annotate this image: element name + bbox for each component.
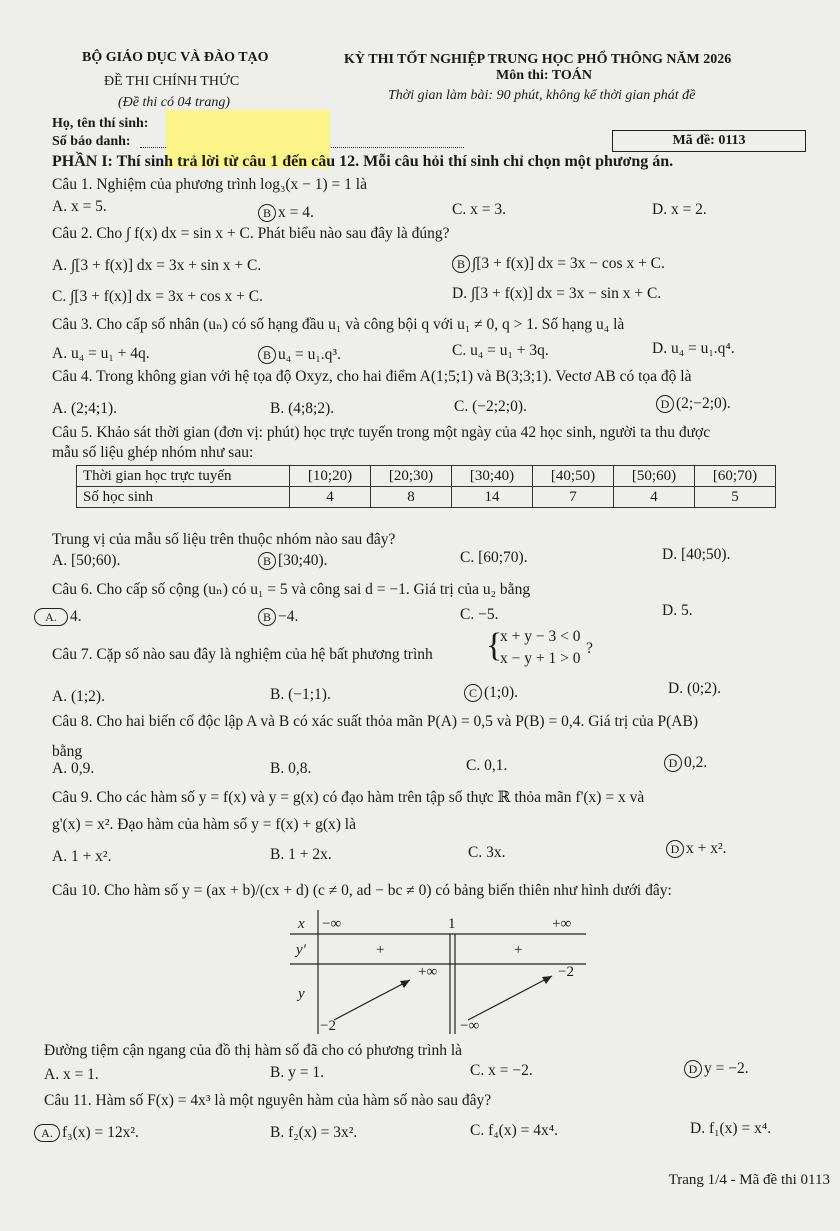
circled-d-mark: D	[664, 754, 682, 772]
q9-option-c: C. 3x.	[468, 844, 506, 861]
q4-option-b: B. (4;8;2).	[270, 400, 335, 417]
q10-option-d: D y = −2.	[684, 1060, 749, 1078]
q4-option-a: A. (2;4;1).	[52, 400, 118, 417]
q3-option-b: B u₄ = u₁.q³.	[258, 346, 341, 364]
tbl-minus-two-value: −2	[320, 1018, 336, 1034]
circled-a-mark: A.	[34, 1124, 60, 1142]
q10-option-a: A. x = 1.	[44, 1066, 99, 1083]
q5-option-b: B [30;40).	[258, 552, 328, 570]
official-label: ĐỀ THI CHÍNH THỨC	[104, 74, 240, 89]
table-cell: 7	[533, 487, 614, 508]
q10-stem: Câu 10. Cho hàm số y = (ax + b)/(cx + d) (c ≠ 0, ad − bc ≠ 0) có bảng biến thiên như hình dưới đây:	[52, 882, 672, 899]
q9-stem: Câu 9. Cho các hàm số y = f(x) và y = g(x) có đạo hàm trên tập số thực ℝ thỏa mãn f'(x) = x và	[52, 789, 645, 806]
time-label: Thời gian làm bài: 90 phút, không kể thời gian phát đề	[388, 88, 696, 103]
q8-option-b: B. 0,8.	[270, 760, 312, 777]
table-cell: [30;40)	[452, 466, 533, 487]
q6-option-d: D. 5.	[662, 602, 693, 619]
q6-option-c: C. −5.	[460, 606, 499, 623]
q11-option-d: D. f₁(x) = x⁴.	[690, 1120, 772, 1137]
system-brace: {	[486, 627, 503, 664]
q1-stem: Câu 1. Nghiệm của phương trình log₃(x − 1) = 1 là	[52, 176, 367, 193]
table-cell: [10;20)	[290, 466, 371, 487]
q9-option-d: D x + x².	[666, 840, 727, 858]
page-footer: Trang 1/4 - Mã đề thi 0113	[668, 1172, 830, 1188]
tbl-plus-inf-value: +∞	[418, 964, 438, 980]
q2-option-d: D. ∫[3 + f(x)] dx = 3x − sin x + C.	[452, 285, 662, 302]
q2-option-c: C. ∫[3 + f(x)] dx = 3x + cos x + C.	[52, 288, 263, 305]
q10-option-c: C. x = −2.	[470, 1062, 533, 1079]
q1-option-c: C. x = 3.	[452, 201, 506, 218]
tbl-plus-sign: +	[376, 942, 385, 958]
q5-option-a: A. [50;60).	[52, 552, 121, 569]
q10-option-b: B. y = 1.	[270, 1064, 324, 1081]
table-row	[77, 487, 776, 508]
tbl-minus-inf-value: −∞	[460, 1018, 480, 1034]
circled-c-mark: C	[464, 684, 482, 702]
q8-stem-line2: bằng	[52, 743, 83, 760]
q2-stem: Câu 2. Cho ∫ f(x) dx = sin x + C. Phát biểu nào sau đây là đúng?	[52, 225, 450, 242]
name-label: Họ, tên thí sinh:	[52, 116, 149, 131]
q2-option-b: B ∫[3 + f(x)] dx = 3x − cos x + C.	[452, 255, 665, 273]
q1-option-a: A. x = 5.	[52, 198, 107, 215]
q3-stem: Câu 3. Cho cấp số nhân (uₙ) có số hạng đầu u₁ và công bội q với u₁ ≠ 0, q > 1. Số hạng u₄ là	[52, 316, 625, 333]
table-row	[77, 466, 776, 487]
table-cell: 14	[452, 487, 533, 508]
table-cell: 8	[371, 487, 452, 508]
q7-option-d: D. (0;2).	[668, 680, 721, 697]
q11-option-c: C. f₄(x) = 4x⁴.	[470, 1122, 558, 1139]
q5-option-d: D. [40;50).	[662, 546, 731, 563]
q10-question: Đường tiệm cận ngang của đồ thị hàm số đã cho có phương trình là	[44, 1042, 463, 1059]
q1-option-b: B x = 4.	[258, 204, 314, 222]
q11-option-a: A. f₃(x) = 12x².	[34, 1124, 139, 1142]
q7-option-c: C (1;0).	[464, 684, 518, 702]
table-cell: 4	[614, 487, 695, 508]
q8-option-a: A. 0,9.	[52, 760, 95, 777]
q5-stem-line2: mẫu số liệu ghép nhóm như sau:	[52, 444, 254, 461]
tbl-minus-inf: −∞	[322, 916, 342, 932]
q5-question: Trung vị của mẫu số liệu trên thuộc nhóm nào sau đây?	[52, 531, 396, 548]
q3-option-a: A. u₄ = u₁ + 4q.	[52, 345, 150, 362]
table-cell: [40;50)	[533, 466, 614, 487]
table-cell: 4	[290, 487, 371, 508]
tbl-x-label: x	[298, 916, 305, 932]
tbl-plus-inf: +∞	[552, 916, 572, 932]
q1-option-d: D. x = 2.	[652, 201, 707, 218]
tbl-minus-two-value: −2	[558, 964, 574, 980]
exam-title: KỲ THI TỐT NGHIỆP TRUNG HỌC PHỔ THÔNG NĂM 2026	[344, 52, 732, 67]
tbl-yprime-label: y'	[296, 942, 306, 958]
table-header-cell: Số học sinh	[77, 487, 290, 508]
q8-option-d: D 0,2.	[664, 754, 707, 772]
q5-option-c: C. [60;70).	[460, 549, 528, 566]
q4-option-c: C. (−2;2;0).	[454, 398, 527, 415]
circled-b-mark: B	[258, 346, 276, 364]
q8-option-c: C. 0,1.	[466, 757, 508, 774]
table-header-cell: Thời gian học trực tuyến	[77, 466, 290, 487]
ministry-title: BỘ GIÁO DỤC VÀ ĐÀO TẠO	[82, 50, 269, 65]
circled-b-mark: B	[258, 608, 276, 626]
q2-option-a: A. ∫[3 + f(x)] dx = 3x + sin x + C.	[52, 257, 262, 274]
q5-stem-line1: Câu 5. Khảo sát thời gian (đơn vị: phút) học trực tuyến trong một ngày của 42 học sinh, người ta thu được	[52, 424, 711, 441]
circled-d-mark: D	[666, 840, 684, 858]
q6-option-a: A. 4.	[34, 608, 82, 626]
q6-stem: Câu 6. Cho cấp số cộng (uₙ) có u₁ = 5 và công sai d = −1. Giá trị của u₂ bằng	[52, 581, 531, 598]
q6-option-b: B −4.	[258, 608, 298, 626]
table-cell: [60;70)	[695, 466, 776, 487]
exam-code-box: Mã đề: 0113	[612, 130, 806, 152]
circled-d-mark: D	[684, 1060, 702, 1078]
q7-stem: Câu 7. Cặp số nào sau đây là nghiệm của hệ bất phương trình	[52, 646, 433, 663]
table-cell: [50;60)	[614, 466, 695, 487]
circled-d-mark: D	[656, 395, 674, 413]
circled-b-mark: B	[258, 204, 276, 222]
table-cell: [20;30)	[371, 466, 452, 487]
increasing-arrow	[468, 976, 552, 1020]
subject-label: Môn thi: TOÁN	[496, 68, 592, 83]
q7-inequality-1: x + y − 3 < 0	[500, 628, 581, 645]
variation-table	[290, 910, 586, 1036]
tbl-plus-sign: +	[514, 942, 523, 958]
q9-stem-line2: g'(x) = x². Đạo hàm của hàm số y = f(x) + g(x) là	[52, 816, 356, 833]
table-cell: 5	[695, 487, 776, 508]
circled-b-mark: B	[452, 255, 470, 273]
q3-option-c: C. u₄ = u₁ + 3q.	[452, 342, 549, 359]
q9-option-b: B. 1 + 2x.	[270, 846, 332, 863]
q4-stem: Câu 4. Trong không gian với hệ tọa độ Oxyz, cho hai điểm A(1;5;1) và B(3;3;1). Vectơ AB có tọa độ là	[52, 368, 692, 385]
q11-stem: Câu 11. Hàm số F(x) = 4x³ là một nguyên hàm của hàm số nào sau đây?	[44, 1092, 492, 1109]
question-mark: ?	[586, 640, 593, 657]
circled-b-mark: B	[258, 552, 276, 570]
q4-option-d: D (2;−2;0).	[656, 395, 731, 413]
part1-heading: PHẦN I: Thí sinh trả lời từ câu 1 đến câu 12. Mỗi câu hỏi thí sinh chỉ chọn một phương án.	[52, 153, 674, 170]
q3-option-d: D. u₄ = u₁.q⁴.	[652, 340, 735, 357]
q7-option-b: B. (−1;1).	[270, 686, 331, 703]
q9-option-a: A. 1 + x².	[52, 848, 112, 865]
tbl-y-label: y	[298, 986, 305, 1002]
q8-stem: Câu 8. Cho hai biến cố độc lập A và B có xác suất thỏa mãn P(A) = 0,5 và P(B) = 0,4. Giá trị của P(AB)	[52, 713, 698, 730]
q11-option-b: B. f₂(x) = 3x².	[270, 1124, 358, 1141]
tbl-one: 1	[448, 916, 456, 932]
q7-inequality-2: x − y + 1 > 0	[500, 650, 581, 667]
pages-note: (Đề thi có 04 trang)	[118, 95, 230, 110]
frequency-table	[76, 465, 776, 508]
circled-a-mark: A.	[34, 608, 68, 626]
increasing-arrow	[334, 980, 410, 1020]
id-label: Số báo danh:	[52, 134, 131, 149]
q7-option-a: A. (1;2).	[52, 688, 105, 705]
